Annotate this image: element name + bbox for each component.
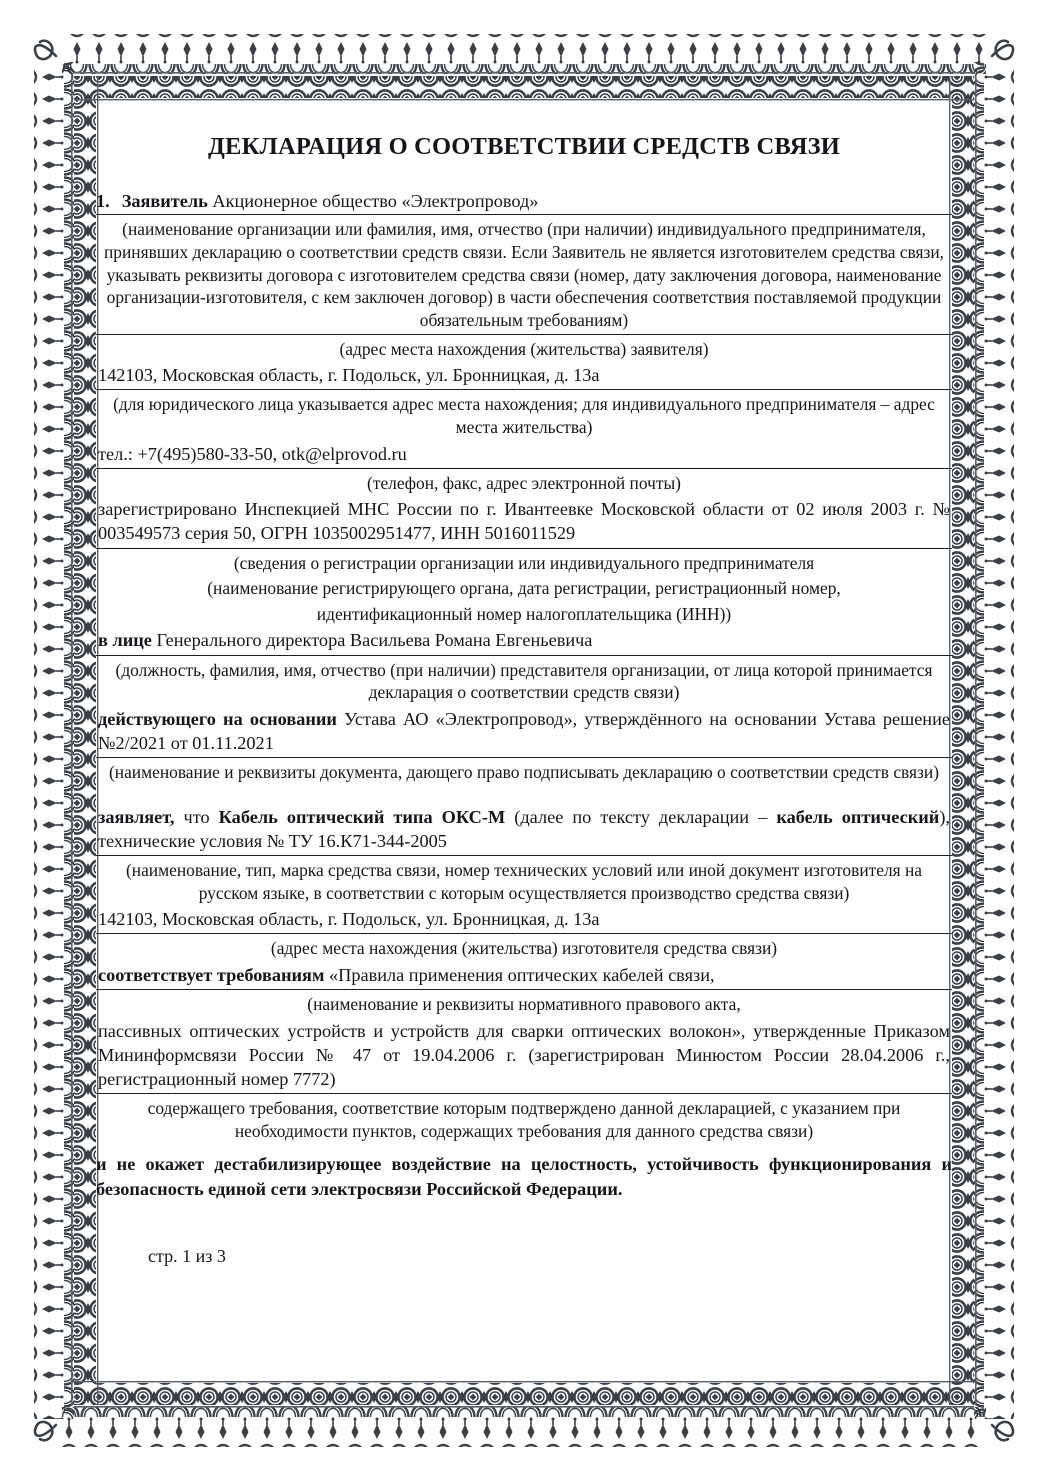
registration-hint-3: идентификационный номер налогоплательщика (ИНН)) [316,603,732,624]
registration-hint-1: (сведения о регистрации организации или индивидуального предпринимателя [233,552,815,573]
address-value: 142103, Московская область, г. Подольск, ул. Бронницкая, д. 13а [98,365,600,386]
representative-label: в лице [98,630,152,651]
conformity-value-1: «Правила применения оптических кабелей связи, [328,965,715,986]
product-alias-2: оптический [841,806,940,827]
rule-conformity-bottom [96,1093,952,1094]
authority-value: Устава АО «Электропровод», утверждённого на основании Устава решение №2/2021 от 01.11.2021 [98,708,950,753]
contacts-hint: (телефон, факс, адрес электронной почты) [367,472,681,493]
rule-registration [96,548,952,549]
stability-statement: и не окажет дестабилизирующее воздействие на целостность, устойчивость функционирования и безопасность единой сети электросвязи Российской Федерации. [96,1154,952,1200]
rule-address-top [96,334,952,335]
rule-authority [96,757,952,758]
address-hint-above: (адрес места нахождения (жительства) заявителя) [339,338,709,359]
declares-label: заявляет, [98,806,175,827]
declares-rest: что [183,806,210,827]
product-alias-1: кабель [776,806,833,827]
address-hint-below: (для юридического лица указывается адрес места нахождения; для индивидуального предпринимателя – адрес места жительства) [113,394,935,437]
registration-hint-2: (наименование регистрирующего органа, дата регистрации, регистрационный номер, [207,578,841,599]
contacts-value: тел.: +7(495)580-33-50, otk@elprovod.ru [98,443,407,464]
registration-value: зарегистрировано Инспекцией МНС России по г. Ивантеевке Московской области от 02 июля 2003 г. № 003549573 серия 50, ОГРН 1035002951477, ИНН 5016011529 [98,499,950,544]
rule-representative [96,655,952,656]
applicant-number: 1. [96,191,110,212]
authority-line [96,707,952,755]
representative-line [96,628,952,652]
authority-label: действующего на основании [98,708,337,729]
applicant-hint: (наименование организации или фамилия, имя, отчество (при наличии) индивидуального предпринимателя, принявших декларацию о соответствии средств связи. Если Заявитель не является изготовителем средства связи, указывать реквизиты договора с изготовителем средства связи (номер, дату заключения договора, наименование организации-изготовителя, с кем заключен договор) в части обеспечения соответствия поставляемой продукции обязательным требованиям) [103,219,945,330]
applicant-label: Заявитель [121,191,208,212]
product-name: Кабель оптический типа ОКС-М [218,806,506,827]
representative-value: Генерального директора Васильева Романа Евгеньевича [156,630,593,651]
conformity-hint-mid: (наименование и реквизиты нормативного правового акта, [307,994,741,1015]
manufacturer-address-hint: (адрес места нахождения (жительства) изготовителя средства связи) [270,938,778,959]
product-hint: (наименование, тип, марка средства связи, номер технических условий или иной документ изготовителя на русском языке, в соответствии с которым осуществляется производство средства связи) [125,860,923,903]
rule-applicant [96,214,952,215]
rule-contacts [96,468,952,469]
applicant-line [96,191,952,212]
page-title: ДЕКЛАРАЦИЯ О СООТВЕТСТВИИ СРЕДСТВ СВЯЗИ [208,133,840,160]
rule-product [96,855,952,856]
manufacturer-address-value: 142103, Московская область, г. Подольск, ул. Бронницкая, д. 13а [98,909,600,930]
product-line [96,805,952,853]
document-page [96,92,952,1392]
representative-hint: (должность, фамилия, имя, отчество (при наличии) представителя организации, от лица которой принимается декларация о соответствии средств связи) [115,659,933,703]
product-tail: ), технические условия № ТУ 16.К71-344-2005 [98,806,950,851]
authority-hint: (наименование и реквизиты документа, дающего право подписывать декларацию о соответствии средств связи) [108,762,940,783]
rule-manufacturer-address [96,933,952,934]
conformity-hint-below: содержащего требования, соответствие которым подтверждено данной декларацией, с указанием при необходимости пунктов, содержащих требования для данного средства связи) [147,1098,901,1141]
rule-address-bottom [96,389,952,390]
conformity-value-rest: пассивных оптических устройств и устройств для сварки оптических волокон», утвержденные Приказом Мининформсвязи России № 47 от 19.04.2006 г. (зарегистрирован Минюстом России 28.04.2006 г., регистрационный номер 7772) [98,1020,950,1090]
conformity-line [96,963,952,987]
page-number-footer: стр. 1 из 3 [148,1245,226,1266]
applicant-value: Акционерное общество «Электропровод» [212,191,539,212]
rule-conformity [96,989,952,990]
conformity-label: соответствует требованиям [98,965,325,986]
product-middle: (далее по тексту декларации – [514,806,768,827]
